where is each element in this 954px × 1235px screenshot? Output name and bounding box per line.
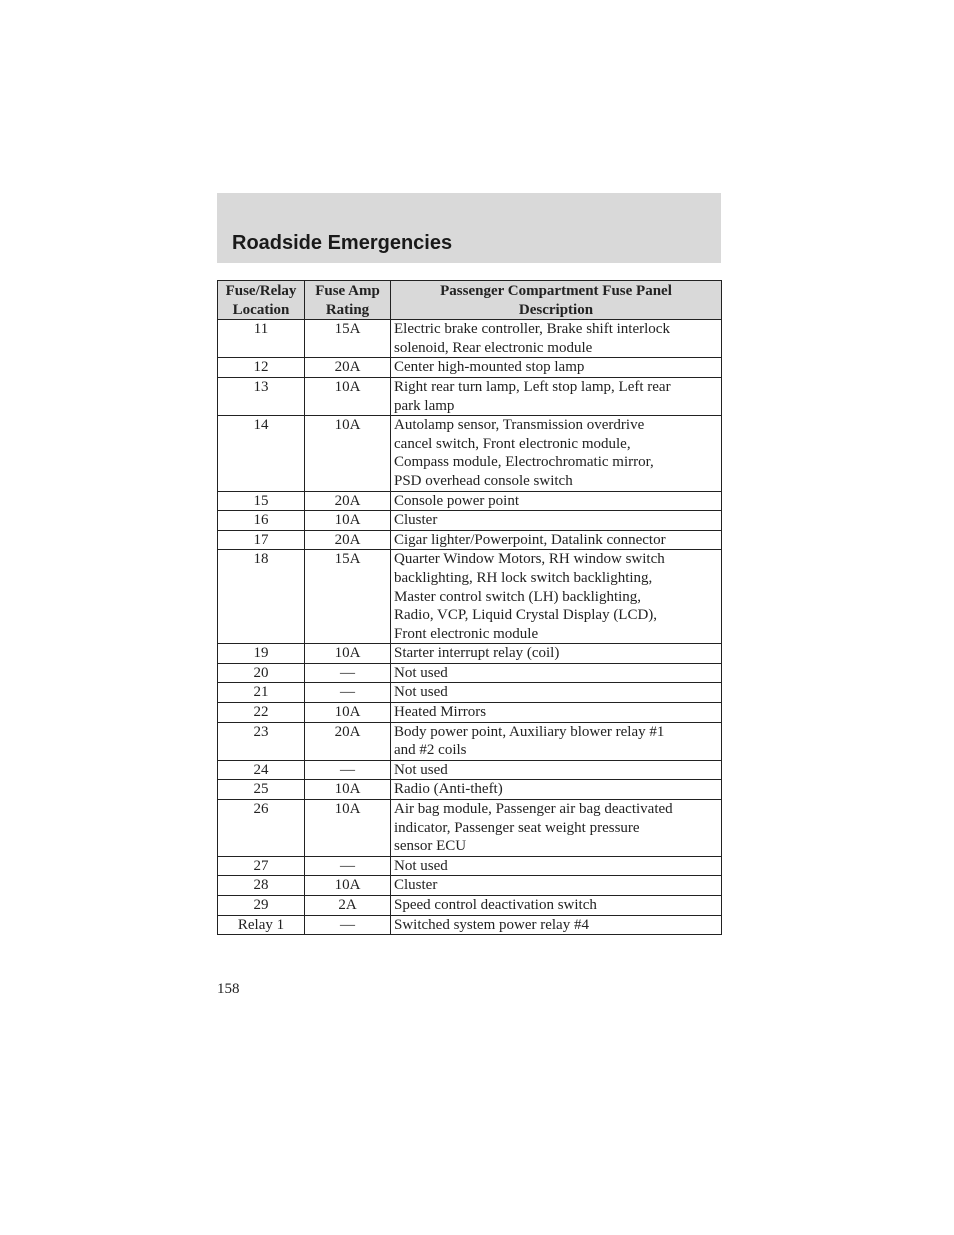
fuse-description (391, 644, 722, 664)
description-line: Speed control deactivation switch (394, 897, 597, 913)
header-description (391, 281, 722, 320)
fuse-location: 26 (218, 800, 305, 857)
fuse-location: 14 (218, 416, 305, 491)
fuse-location: 15 (218, 491, 305, 511)
description-line: Right rear turn lamp, Left stop lamp, Left rear (394, 378, 671, 395)
table-row (218, 377, 722, 415)
fuse-amp-rating: 10A (305, 780, 391, 800)
fuse-description (391, 896, 722, 916)
header-line: Rating (325, 301, 370, 318)
fuse-description (391, 876, 722, 896)
fuse-location: 29 (218, 896, 305, 916)
fuse-amp-rating: 15A (305, 320, 391, 358)
fuse-description (391, 491, 722, 511)
description-line: Master control switch (LH) backlighting, (394, 588, 642, 605)
fuse-description (391, 856, 722, 876)
fuse-description (391, 320, 722, 358)
description-line: Heated Mirrors (394, 704, 487, 721)
fuse-description (391, 915, 722, 935)
table-row (218, 760, 722, 780)
header-line: Description (518, 301, 594, 318)
table-row (218, 663, 722, 683)
description-line: Front electronic module (394, 625, 539, 642)
fuse-amp-rating: 10A (305, 377, 391, 415)
fuse-location: 24 (218, 760, 305, 780)
fuse-location: 21 (218, 683, 305, 703)
fuse-description (391, 722, 722, 760)
fuse-table (217, 280, 722, 935)
fuse-amp-rating: 10A (305, 511, 391, 531)
section-title: Roadside Emergencies (232, 232, 453, 254)
description-line: Not used (394, 857, 448, 874)
table-row (218, 416, 722, 491)
table-row (218, 683, 722, 703)
fuse-description (391, 530, 722, 550)
fuse-amp-rating: 15A (305, 550, 391, 644)
fuse-amp-rating: — (305, 683, 391, 703)
description-line: Body power point, Auxiliary blower relay #1 (394, 723, 665, 740)
fuse-location: 22 (218, 703, 305, 723)
fuse-description (391, 703, 722, 723)
description-line: Electric brake controller, Brake shift interlock (394, 321, 670, 338)
description-line: sensor ECU (394, 838, 467, 855)
description-line: Autolamp sensor, Transmission overdrive (394, 417, 645, 434)
fuse-location: 19 (218, 644, 305, 664)
fuse-location: 11 (218, 320, 305, 358)
table-row (218, 491, 722, 511)
description-line: Quarter Window Motors, RH window switch (394, 551, 665, 568)
description-line: and #2 coils (394, 742, 467, 759)
fuse-amp-rating: 10A (305, 876, 391, 896)
header-line: Passenger Compartment Fuse Panel (440, 283, 672, 299)
fuse-amp-rating: 10A (305, 416, 391, 491)
fuse-description (391, 377, 722, 415)
table-row (218, 800, 722, 857)
fuse-location: 25 (218, 780, 305, 800)
description-line: park lamp (394, 397, 455, 414)
page-number: 158 (217, 981, 240, 997)
fuse-amp-rating: — (305, 856, 391, 876)
fuse-amp-rating: 20A (305, 491, 391, 511)
section-header-band (217, 193, 721, 263)
description-line: Cluster (394, 512, 438, 529)
fuse-location: 23 (218, 722, 305, 760)
fuse-amp-rating: 2A (305, 896, 391, 916)
fuse-description (391, 780, 722, 800)
fuse-location: Relay 1 (218, 915, 305, 935)
description-line: Radio, VCP, Liquid Crystal Display (LCD), (394, 607, 658, 624)
header-amp (305, 281, 391, 320)
table-row (218, 876, 722, 896)
fuse-description (391, 800, 722, 857)
header-line: Fuse/Relay (225, 283, 297, 299)
description-line: Console power point (394, 492, 519, 509)
table-row (218, 856, 722, 876)
fuse-description (391, 683, 722, 703)
fuse-amp-rating: — (305, 663, 391, 683)
table-row (218, 722, 722, 760)
fuse-amp-rating: — (305, 915, 391, 935)
fuse-description (391, 550, 722, 644)
fuse-description (391, 511, 722, 531)
fuse-location: 28 (218, 876, 305, 896)
table-row (218, 896, 722, 916)
table-row (218, 358, 722, 378)
description-line: Cluster (394, 877, 438, 894)
table-row (218, 780, 722, 800)
fuse-amp-rating: 20A (305, 722, 391, 760)
table-header-row (218, 281, 722, 320)
description-line: backlighting, RH lock switch backlighting, (394, 569, 653, 586)
description-line: Not used (394, 684, 448, 701)
header-location (218, 281, 305, 320)
table-row (218, 915, 722, 935)
fuse-location: 12 (218, 358, 305, 378)
description-line: Air bag module, Passenger air bag deactivated (394, 801, 673, 818)
table-row (218, 320, 722, 358)
description-line: Switched system power relay #4 (394, 916, 589, 933)
description-line: Compass module, Electrochromatic mirror, (394, 454, 654, 471)
fuse-location: 13 (218, 377, 305, 415)
fuse-description (391, 358, 722, 378)
fuse-amp-rating: 20A (305, 358, 391, 378)
description-line: Radio (Anti-theft) (394, 781, 503, 798)
table-row (218, 644, 722, 664)
description-line: Starter interrupt relay (coil) (394, 645, 560, 662)
fuse-location: 20 (218, 663, 305, 683)
description-line: Center high-mounted stop lamp (394, 359, 585, 376)
fuse-amp-rating: 10A (305, 800, 391, 857)
description-line: PSD overhead console switch (394, 472, 573, 489)
fuse-location: 27 (218, 856, 305, 876)
table-body (218, 320, 722, 935)
table-row (218, 530, 722, 550)
header-line: Location (232, 301, 290, 318)
fuse-location: 16 (218, 511, 305, 531)
description-line: Not used (394, 664, 448, 681)
fuse-amp-rating: 10A (305, 703, 391, 723)
fuse-location: 17 (218, 530, 305, 550)
fuse-location: 18 (218, 550, 305, 644)
description-line: Not used (394, 761, 448, 778)
table-row (218, 703, 722, 723)
fuse-amp-rating: — (305, 760, 391, 780)
description-line: Cigar lighter/Powerpoint, Datalink connector (394, 531, 666, 548)
fuse-description (391, 416, 722, 491)
description-line: cancel switch, Front electronic module, (394, 435, 631, 452)
table-row (218, 511, 722, 531)
table-row (218, 550, 722, 644)
header-line: Fuse Amp (315, 283, 380, 299)
fuse-amp-rating: 10A (305, 644, 391, 664)
fuse-description (391, 760, 722, 780)
description-line: solenoid, Rear electronic module (394, 339, 593, 356)
fuse-amp-rating: 20A (305, 530, 391, 550)
description-line: indicator, Passenger seat weight pressure (394, 819, 640, 836)
fuse-description (391, 663, 722, 683)
